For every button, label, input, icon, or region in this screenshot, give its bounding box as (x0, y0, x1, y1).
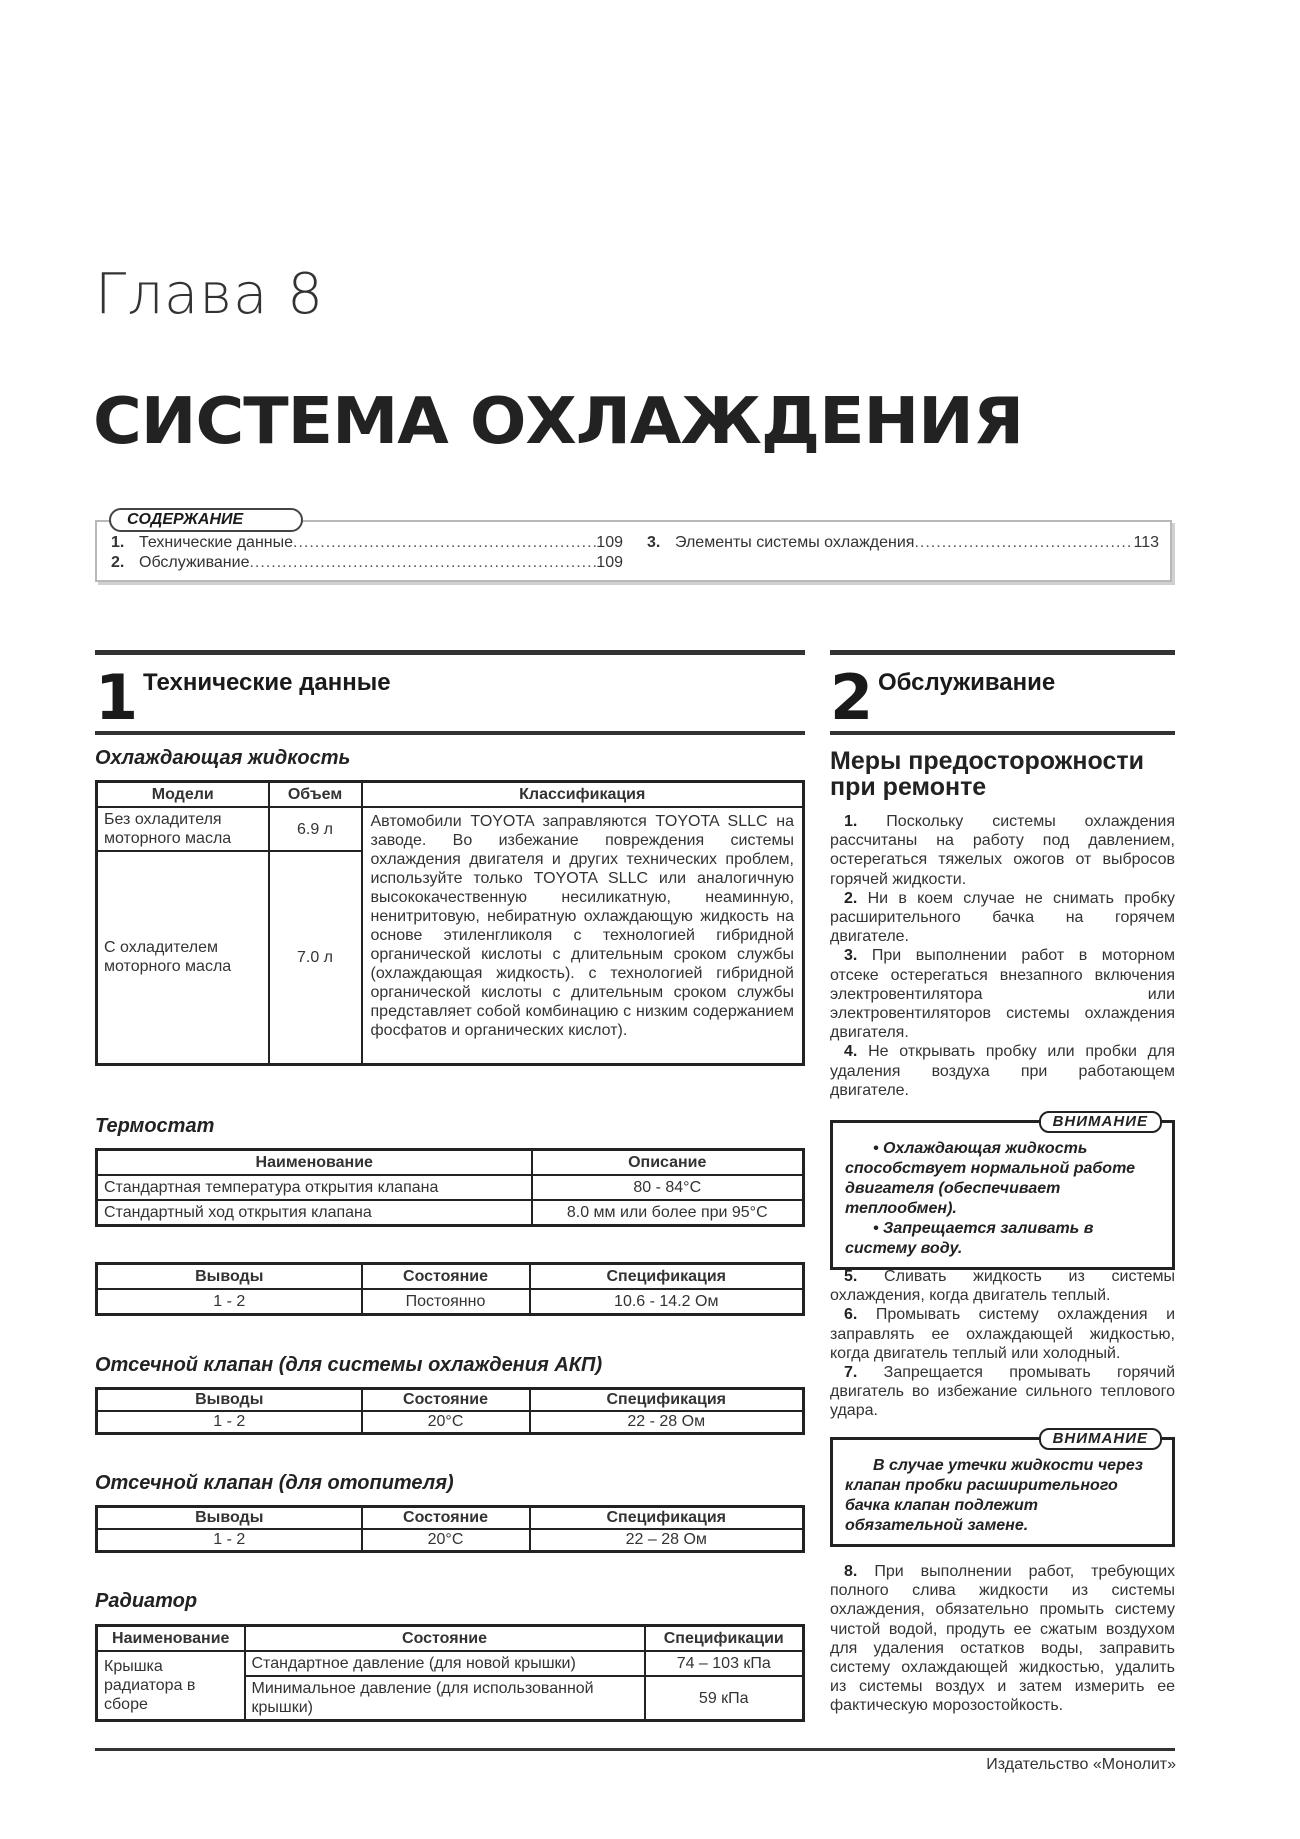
valve-heater-table: Выводы Состояние Спецификация 1 - 2 20°С 22 – 28 Ом (95, 1505, 805, 1553)
classification-text: Автомобили TOYOTA заправляются TOYOTA SLLC на заводе. Во избежание повреждения системы охлаждения двигателя и других технических проблем, используйте только TOYOTA SLLC или аналогичную высококачественную несиликатную, неаминную, ненитритовую, небиратную охлаждающую жидкость на основе этиленгликоля с технологией гибридной органической кислоты с длительным сроком службы (охлаждающая жидкость). с технологией гибридной органической кислоты с длительным сроком службы представляет собой комбинацию с низким содержанием фосфатов и органических кислот). (362, 807, 804, 1064)
toc-item[interactable]: 3. Элементы системы охлаждения ..... 113 (647, 534, 1159, 552)
table-cell: 1 - 2 (97, 1411, 362, 1434)
section-header-1: 1 Технические данные (95, 650, 805, 735)
table-cell: Постоянно (362, 1289, 530, 1315)
list-item: 7. Запрещается промывать горячий двигатель во избежание сильного теплового удара. (830, 1364, 1175, 1420)
list-item: 5. Сливать жидкость из системы охлаждения, когда двигатель теплый. (830, 1268, 1175, 1305)
table-cell: 1 - 2 (97, 1529, 362, 1552)
radiator-heading: Радиатор (95, 1590, 198, 1612)
table-cell: Стандартное давление (для новой крышки) (245, 1651, 645, 1676)
list-item: 2. Ни в коем случае не снимать пробку расширительного бачка на горячем двигателе. (830, 889, 1175, 946)
table-cell: 6.9 л (269, 807, 362, 851)
warning-label: ВНИМАНИЕ (1039, 1428, 1162, 1450)
table-cell: 22 - 28 Ом (530, 1411, 804, 1434)
table-cell: Стандартная температура открытия клапана (97, 1175, 532, 1200)
coolant-heading: Охлаждающая жидкость (95, 747, 351, 769)
table-cell: 22 – 28 Ом (530, 1529, 804, 1552)
list-item: 3. При выполнении работ в моторном отсеке остерегаться внезапного включения электровентилятора или электровентиляторов системы охлаждения двигателя. (830, 947, 1176, 1042)
toc-item[interactable]: 1. Технические данные ..... 109 (111, 534, 623, 552)
table-cell: 10.6 - 14.2 Ом (530, 1289, 804, 1315)
precautions-heading: Меры предосторожности при ремонте (830, 747, 1144, 801)
precautions-text-3 (830, 1562, 1175, 1716)
table-cell: 7.0 л (269, 851, 362, 1064)
table-cell: 1 - 2 (97, 1289, 362, 1315)
coolant-table: Модели Объем Классификация Без охладителя моторного масла 6.9 л Автомобили TOYOTA заправляются TOYOTA SLLC на заводе. Во избежание повреждения системы охлаждения двигателя и других технических проблем, используйте только TOYOTA SLLC или аналогичную высококачественную несиликатную, неаминную, ненитритовую, небиратную охлаждающую жидкость на основе этиленгликоля с технологией гибридной органической кислоты с длительным сроком службы (охлаждающая жидкость). с технологией гибридной органической кислоты с длительным сроком службы представляет собой комбинацию с низким содержанием фосфатов и органических кислот). С охладителем моторного масла 7.0 л (95, 780, 805, 1066)
valve-heater-heading: Отсечной клапан (для отопителя) (95, 1472, 454, 1494)
table-cell: 8.0 мм или более при 95°С (532, 1200, 804, 1226)
valve-akp-table: Выводы Состояние Спецификация 1 - 2 20°С 22 - 28 Ом (95, 1387, 805, 1435)
table-cell: Минимальное давление (для использованной крышки) (245, 1676, 645, 1721)
thermostat-heading: Термостат (95, 1115, 215, 1137)
precautions-text-1 (830, 812, 1175, 1100)
list-item: 8. При выполнении работ, требующих полного слива жидкости из системы охлаждения, обязательно промыть систему чистой водой, продуть ее сжатым воздухом для удаления остатков воды, заправить систему охлаждающей жидкостью, удалить из системы воздух и затем измерить ее фактическую морозостойкость. (830, 1563, 1176, 1715)
chapter-label: Глава 8 (95, 262, 324, 327)
table-cell: Без охладителя моторного масла (97, 807, 269, 851)
table-cell: Крышка радиатора в сборе (97, 1651, 245, 1721)
publisher-label: Издательство «Монолит» (986, 1756, 1176, 1773)
toc-label: СОДЕРЖАНИЕ (109, 508, 303, 532)
table-cell: 80 - 84°С (532, 1175, 804, 1200)
table-cell: 59 кПа (645, 1676, 804, 1721)
warning-box-2: ВНИМАНИЕ В случае утечки жидкости через клапан пробки расширительного бачка клапан подлежит обязательной замене. (830, 1437, 1175, 1547)
warning-label: ВНИМАНИЕ (1039, 1111, 1162, 1133)
section-header-2: 2 Обслуживание (830, 650, 1175, 735)
table-cell: Стандартный ход открытия клапана (97, 1200, 532, 1226)
toc-item[interactable]: 2. Обслуживание ..... 109 (111, 554, 623, 572)
table-of-contents (95, 511, 1172, 582)
radiator-table: Наименование Состояние Спецификации Крышка радиатора в сборе Стандартное давление (для новой крышки) 74 – 103 кПа Минимальное давление (для использованной крышки) 59 кПа (95, 1624, 805, 1722)
table-cell: С охладителем моторного масла (97, 851, 269, 1064)
precautions-text-2 (830, 1267, 1175, 1421)
table-cell: 74 – 103 кПа (645, 1651, 804, 1676)
list-item: 1. Поскольку системы охлаждения рассчитаны на работу под давлением, остерегаться тяжелых ожогов от выбросов горячей жидкости. (830, 813, 1175, 888)
thermostat-resistance-table: Выводы Состояние Спецификация 1 - 2 Постоянно 10.6 - 14.2 Ом (95, 1262, 805, 1316)
list-item: 4. Не открывать пробку или пробки для удаления воздуха при работающем двигателе. (830, 1043, 1175, 1099)
footer-rule (95, 1748, 1175, 1751)
warning-box-1: ВНИМАНИЕ • Охлаждающая жидкость способствует нормальной работе двигателя (обеспечивает теплообмен). • Запрещается заливать в систему воду. (830, 1120, 1175, 1270)
table-cell: 20°С (362, 1529, 530, 1552)
table-cell: 20°С (362, 1411, 530, 1434)
valve-akp-heading: Отсечной клапан (для системы охлаждения АКП) (95, 1354, 603, 1376)
list-item: 6. Промывать систему охлаждения и заправлять ее охлаждающей жидкостью, когда двигатель теплый или холодный. (830, 1306, 1176, 1362)
page-title: СИСТЕМА ОХЛАЖДЕНИЯ (93, 385, 1024, 459)
thermostat-table: Наименование Описание Стандартная температура открытия клапана 80 - 84°С Стандартный ход открытия клапана 8.0 мм или более при 95°С (95, 1148, 805, 1227)
